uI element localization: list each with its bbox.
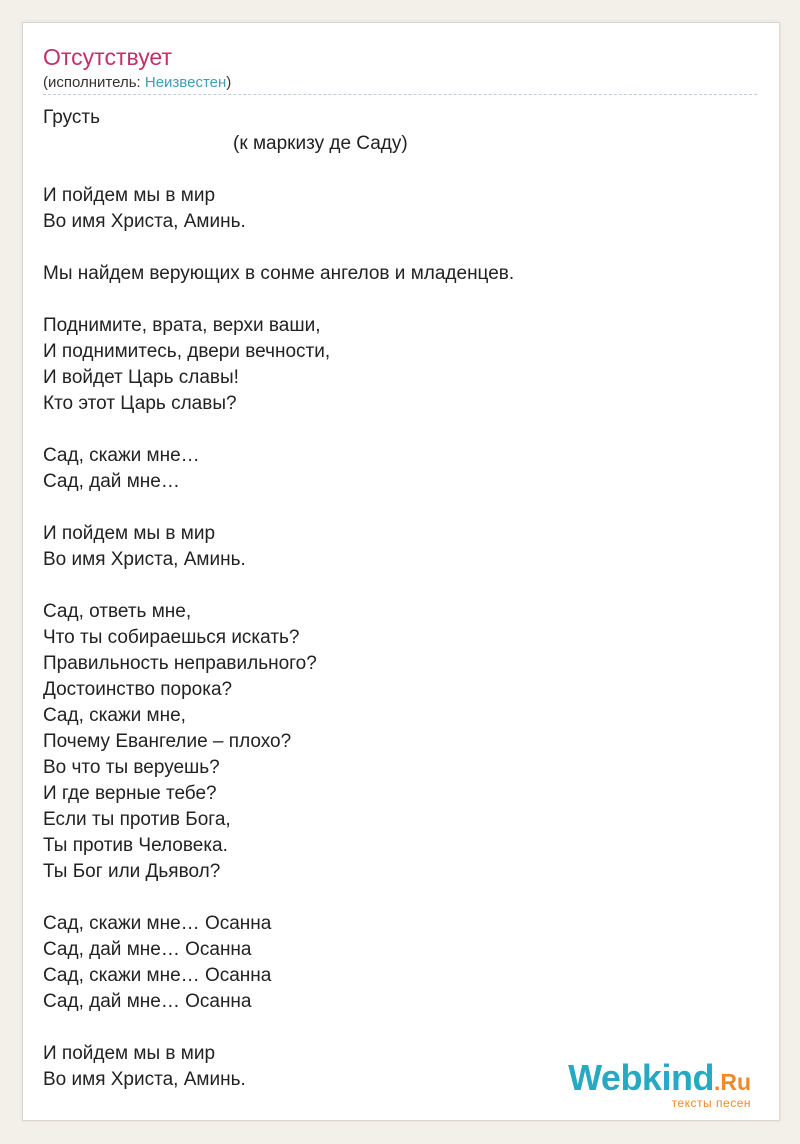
lyrics-text: Грусть (к маркизу де Саду) И пойдем мы в мир Во имя Христа, Аминь. Мы найдем верующих в сонме ангелов и младенцев. Поднимите, врата, верхи ваши, И поднимитесь, двери вечности, И войдет Царь славы! Кто этот Царь славы? Сад, скажи мне… Сад, дай мне… И пойдем мы в мир Во имя Христа, Аминь. Сад, ответь мне, Что ты собираешься искать? Правильность неправильного? Достоинство порока? Сад, скажи мне, Почему Евангелие – плохо? Во что ты веруешь? И где верные тебе? Если ты против Бога, Ты против Человека. Ты Бог или Дьявол? Сад, скажи мне… Осанна Сад, дай мне… Осанна Сад, скажи мне… Осанна Сад, дай мне… Осанна И пойдем мы в мир Во имя Христа, Аминь. bbox=[43, 107, 515, 1090]
song-title: Отсутствует bbox=[43, 44, 172, 70]
site-watermark[interactable] bbox=[568, 1057, 751, 1110]
watermark-tagline: тексты песен bbox=[671, 1096, 751, 1110]
artist-line bbox=[43, 73, 231, 93]
divider bbox=[43, 94, 757, 95]
watermark-tld: .Ru bbox=[713, 1069, 751, 1095]
artist-link[interactable]: Неизвестен bbox=[144, 74, 227, 91]
lyrics-card bbox=[22, 22, 780, 1121]
artist-suffix: ) bbox=[226, 74, 232, 91]
artist-prefix: (исполнитель: bbox=[43, 74, 145, 91]
watermark-brand: Webkind bbox=[568, 1057, 714, 1098]
